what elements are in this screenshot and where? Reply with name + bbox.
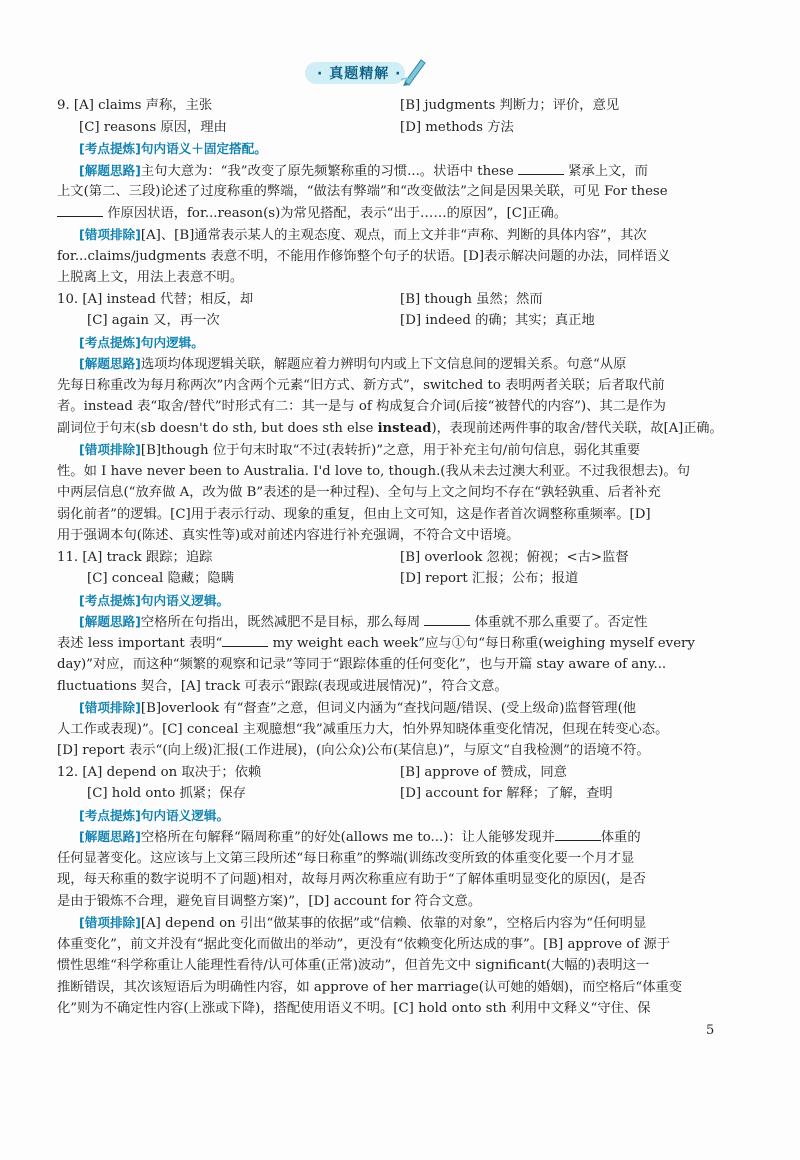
q11-options-row-2 [57,568,729,590]
q9-jieti-line-2: 上文(第二、三段)论述了过度称重的弊端，“做法有弊端”和“改变做法”之间是因果关联，可见 For these [57,184,668,199]
q10-cuoxiang-line-1 [57,439,729,461]
q11-cuoxiang-line-2: 人工作或表现)”。[C] conceal 主观臆想“我”减重压力大，怕外界知晓体重变化情况，但现在转变心态。 [57,721,669,737]
q10-option-b: [B] though 虽然；然而 [400,291,543,307]
q12-options-row-2 [57,783,729,805]
q10-cuoxiang-line-3: 中两层信息(“放弃做 A，改为做 B”表述的是一种过程)、全句与上文之间均不存在“孰轻孰重、后者补充 [57,485,661,500]
q11-jieti-line-3: day)”对应，而这种“频繁的观察和记录”等同于“跟踪体重的任何变化”，也与开篇 stay aware of any... [57,657,667,672]
q11-kaodian [57,590,729,612]
text: 选项均体现逻辑关联，解题应着力辨明句内或上下文信息间的逻辑关系。句意“从原 [140,357,627,372]
q12-jieti-line-3: 现，每天称重的数字说明不了问题)相对，故每月两次称重应有助于“了解体重明显变化的原因(，是否 [57,872,646,887]
q11-option-a: 11. [A] track 跟踪；追踪 [57,549,213,565]
text: [B]though 位于句末时取“不过(表转折)”之意，用于补充主句/前句信息，弱化其重要 [140,443,641,458]
kaodian-tag: [考点提炼] [79,807,141,823]
q10-cuoxiang-line-4: 弱化前者”的逻辑。[C]用于表示行动、现象的重复，但由上文可知，这是作者首次调整称重频率。[D] [57,506,651,522]
q10-option-d: [D] indeed 的确；其实；真正地 [400,313,595,328]
q9-jieti-line-3 [57,203,729,225]
q10-cuoxiang-line-2: 性。如 I have never been to Australia. I'd love to, though.(我从未去过澳大利亚。不过我很想去)。句 [57,463,691,479]
q10-jieti-line-2: 先每日称重改为每月称两次”内含两个元素“旧方式、新方式”，switched to 表明两者关联；后者取代前 [57,377,665,393]
text: [B]overlook 有“督查”之意，但词义内涵为“查找问题/错误、(受上级命)监督管理(他 [140,701,637,716]
text: 体重就不那么重要了。否定性 [474,615,648,630]
q11-jieti-line-1 [57,611,729,633]
text: 主句大意为：“我”改变了原先频繁称重的习惯...。状语中 these [140,163,514,179]
blank [424,612,470,626]
q9-jieti-line-1 [57,160,729,182]
text: 空格所在句解释“隔周称重”的好处(allows me to...)：让人能够发现并 [140,830,555,845]
q12-option-d: [D] account for 解释；了解，查明 [400,786,613,801]
q9-option-b: [B] judgments 判断力；评价，意见 [400,98,620,113]
kaodian-text: 句内语义＋固定搭配。 [140,141,267,156]
q12-cuoxiang-line-1 [57,912,729,934]
jieti-tag: [解题思路] [79,614,141,629]
q12-option-b: [B] approve of 赞成，同意 [400,764,567,780]
text: 体重的 [600,830,641,845]
q10-options-row-1 [57,289,729,311]
q9-option-c: [C] reasons 原因，理由 [79,119,227,135]
q10-jieti-line-3: 者。instead 表“取舍/替代”时形式有二：其一是与 of 构成复合介词(后接“被替代的内容”)、其二是作为 [57,399,666,414]
q12-option-a: 12. [A] depend on 取决于；依赖 [57,764,262,780]
q11-cuoxiang-line-1 [57,697,729,719]
q11-option-b: [B] overlook 忽视；俯视；<古>监督 [400,549,629,565]
q12-cuoxiang-line-2: 体重变化”，前文并没有“据此变化而做出的举动”，更没有“依赖变化所达成的事”。[B] approve of 源于 [57,936,671,952]
q9-option-a: 9. [A] claims 声称，主张 [57,98,213,113]
q12-jieti-line-4: 是由于锻炼不合理，避免盲目调整方案)”，[D] account for 符合文意。 [57,893,482,909]
cuoxiang-tag: [错项排除] [79,915,141,930]
q10-kaodian [57,332,729,354]
text: 副词位于句末(sb doesn't do sth, but does sth else [57,420,378,436]
blank [518,161,564,175]
blank [57,203,103,217]
q9-options-row-2 [57,117,729,139]
section-title-banner [305,60,425,90]
kaodian-text: 句内逻辑。 [140,334,204,350]
q12-cuoxiang-line-3: 惯性思维“科学称重让人能理性看待/认可体重(正常)波动”，但首先文中 significant(大幅的)表明这一 [57,958,650,973]
text: 表述 less important 表明“ [57,635,223,651]
q12-jieti-line-1 [57,826,729,848]
section-title: · 真题精解 · [317,66,402,82]
text: )，表现前述两件事的取舍/替代关联，故[A]正确。 [431,420,723,436]
jieti-tag: [解题思路] [79,356,141,371]
kaodian-tag: [考点提炼] [79,334,141,350]
q12-options-row-1 [57,762,729,784]
q9-kaodian [57,138,729,160]
text: 作原因状语，for...reason(s)为常见搭配，表示“出于……的原因”，[C]正确。 [107,205,568,221]
q9-cuoxiang-line-3: 上脱离上文，用法上表意不明。 [57,270,244,285]
page-number: 5 [706,1023,715,1038]
q12-cuoxiang-line-5: 化”则为不确定性内容(上涨或下降)，搭配使用语义不明。[C] hold onto sth 利用中文释义“守住、保 [57,1001,651,1016]
q11-jieti-line-2 [57,633,729,655]
q10-cuoxiang-line-5: 用于强调本句(陈述、真实性等)或对前述内容进行补充强调，不符合文中语境。 [57,528,520,543]
q9-option-d: [D] methods 方法 [400,119,514,135]
text: 紧承上文，而 [568,163,648,179]
q11-option-c: [C] conceal 隐藏；隐瞒 [87,571,234,586]
kaodian-text: 句内语义逻辑。 [140,592,230,608]
jieti-tag: [解题思路] [79,829,141,844]
text: my weight each week”应与①句“每日称重(weighing myself every [272,635,695,651]
q10-jieti-line-4 [57,418,729,440]
q11-option-d: [D] report 汇报；公布；报道 [400,571,579,586]
blank [555,827,601,841]
q12-kaodian [57,805,729,827]
q12-jieti-line-2: 任何显著变化。这应该与上文第三段所述“每日称重”的弊端(训练改变所致的体重变化要一个月才显 [57,850,635,866]
jieti-tag: [解题思路] [79,162,141,178]
q12-cuoxiang-line-4: 推断错误，其次该短语后为明确性内容，如 approve of her marriage(认可她的婚姻)，而空格后“体重变 [57,979,683,995]
kaodian-text: 句内语义逻辑。 [140,807,230,823]
kaodian-tag: [考点提炼] [79,141,141,156]
q9-options-row-1 [57,95,729,117]
q10-option-c: [C] again 又，再一次 [87,313,220,328]
blank [222,633,268,647]
q11-options-row-1 [57,547,729,569]
q10-option-a: 10. [A] instead 代替；相反，却 [57,291,254,307]
emphasis: instead [377,420,432,436]
q12-option-c: [C] hold onto 抓紧；保存 [87,786,246,801]
q9-cuoxiang-line-2: for...claims/judgments 表意不明，不能用作修饰整个句子的状语。[D]表示解决问题的办法，同样语义 [57,248,671,264]
text: [A]、[B]通常表示某人的主观态度、观点，而上文并非“声称、判断的具体内容”，其次 [140,228,647,243]
cuoxiang-tag: [错项排除] [79,442,141,457]
pen-icon [401,56,427,86]
cuoxiang-tag: [错项排除] [79,227,141,242]
q11-cuoxiang-line-3: [D] report 表示“(向上级)汇报(工作进展)，(向公众)公布(某信息)”，与原文“自我检测”的语境不符。 [57,743,650,758]
q9-cuoxiang-line-1 [57,224,729,246]
answer-explanations [57,95,729,1020]
q11-jieti-line-4: fluctuations 契合，[A] track 可表示“跟踪(表现或进展情况)”，符合文意。 [57,678,508,694]
cuoxiang-tag: [错项排除] [79,700,141,715]
kaodian-tag: [考点提炼] [79,592,141,608]
q10-options-row-2 [57,310,729,332]
text: 空格所在句指出，既然减肥不是目标，那么每周 [140,615,421,630]
text: [A] depend on 引出“做某事的依据”或“信赖、依靠的对象”，空格后内容为“任何明显 [140,916,647,931]
q10-jieti-line-1 [57,353,729,375]
